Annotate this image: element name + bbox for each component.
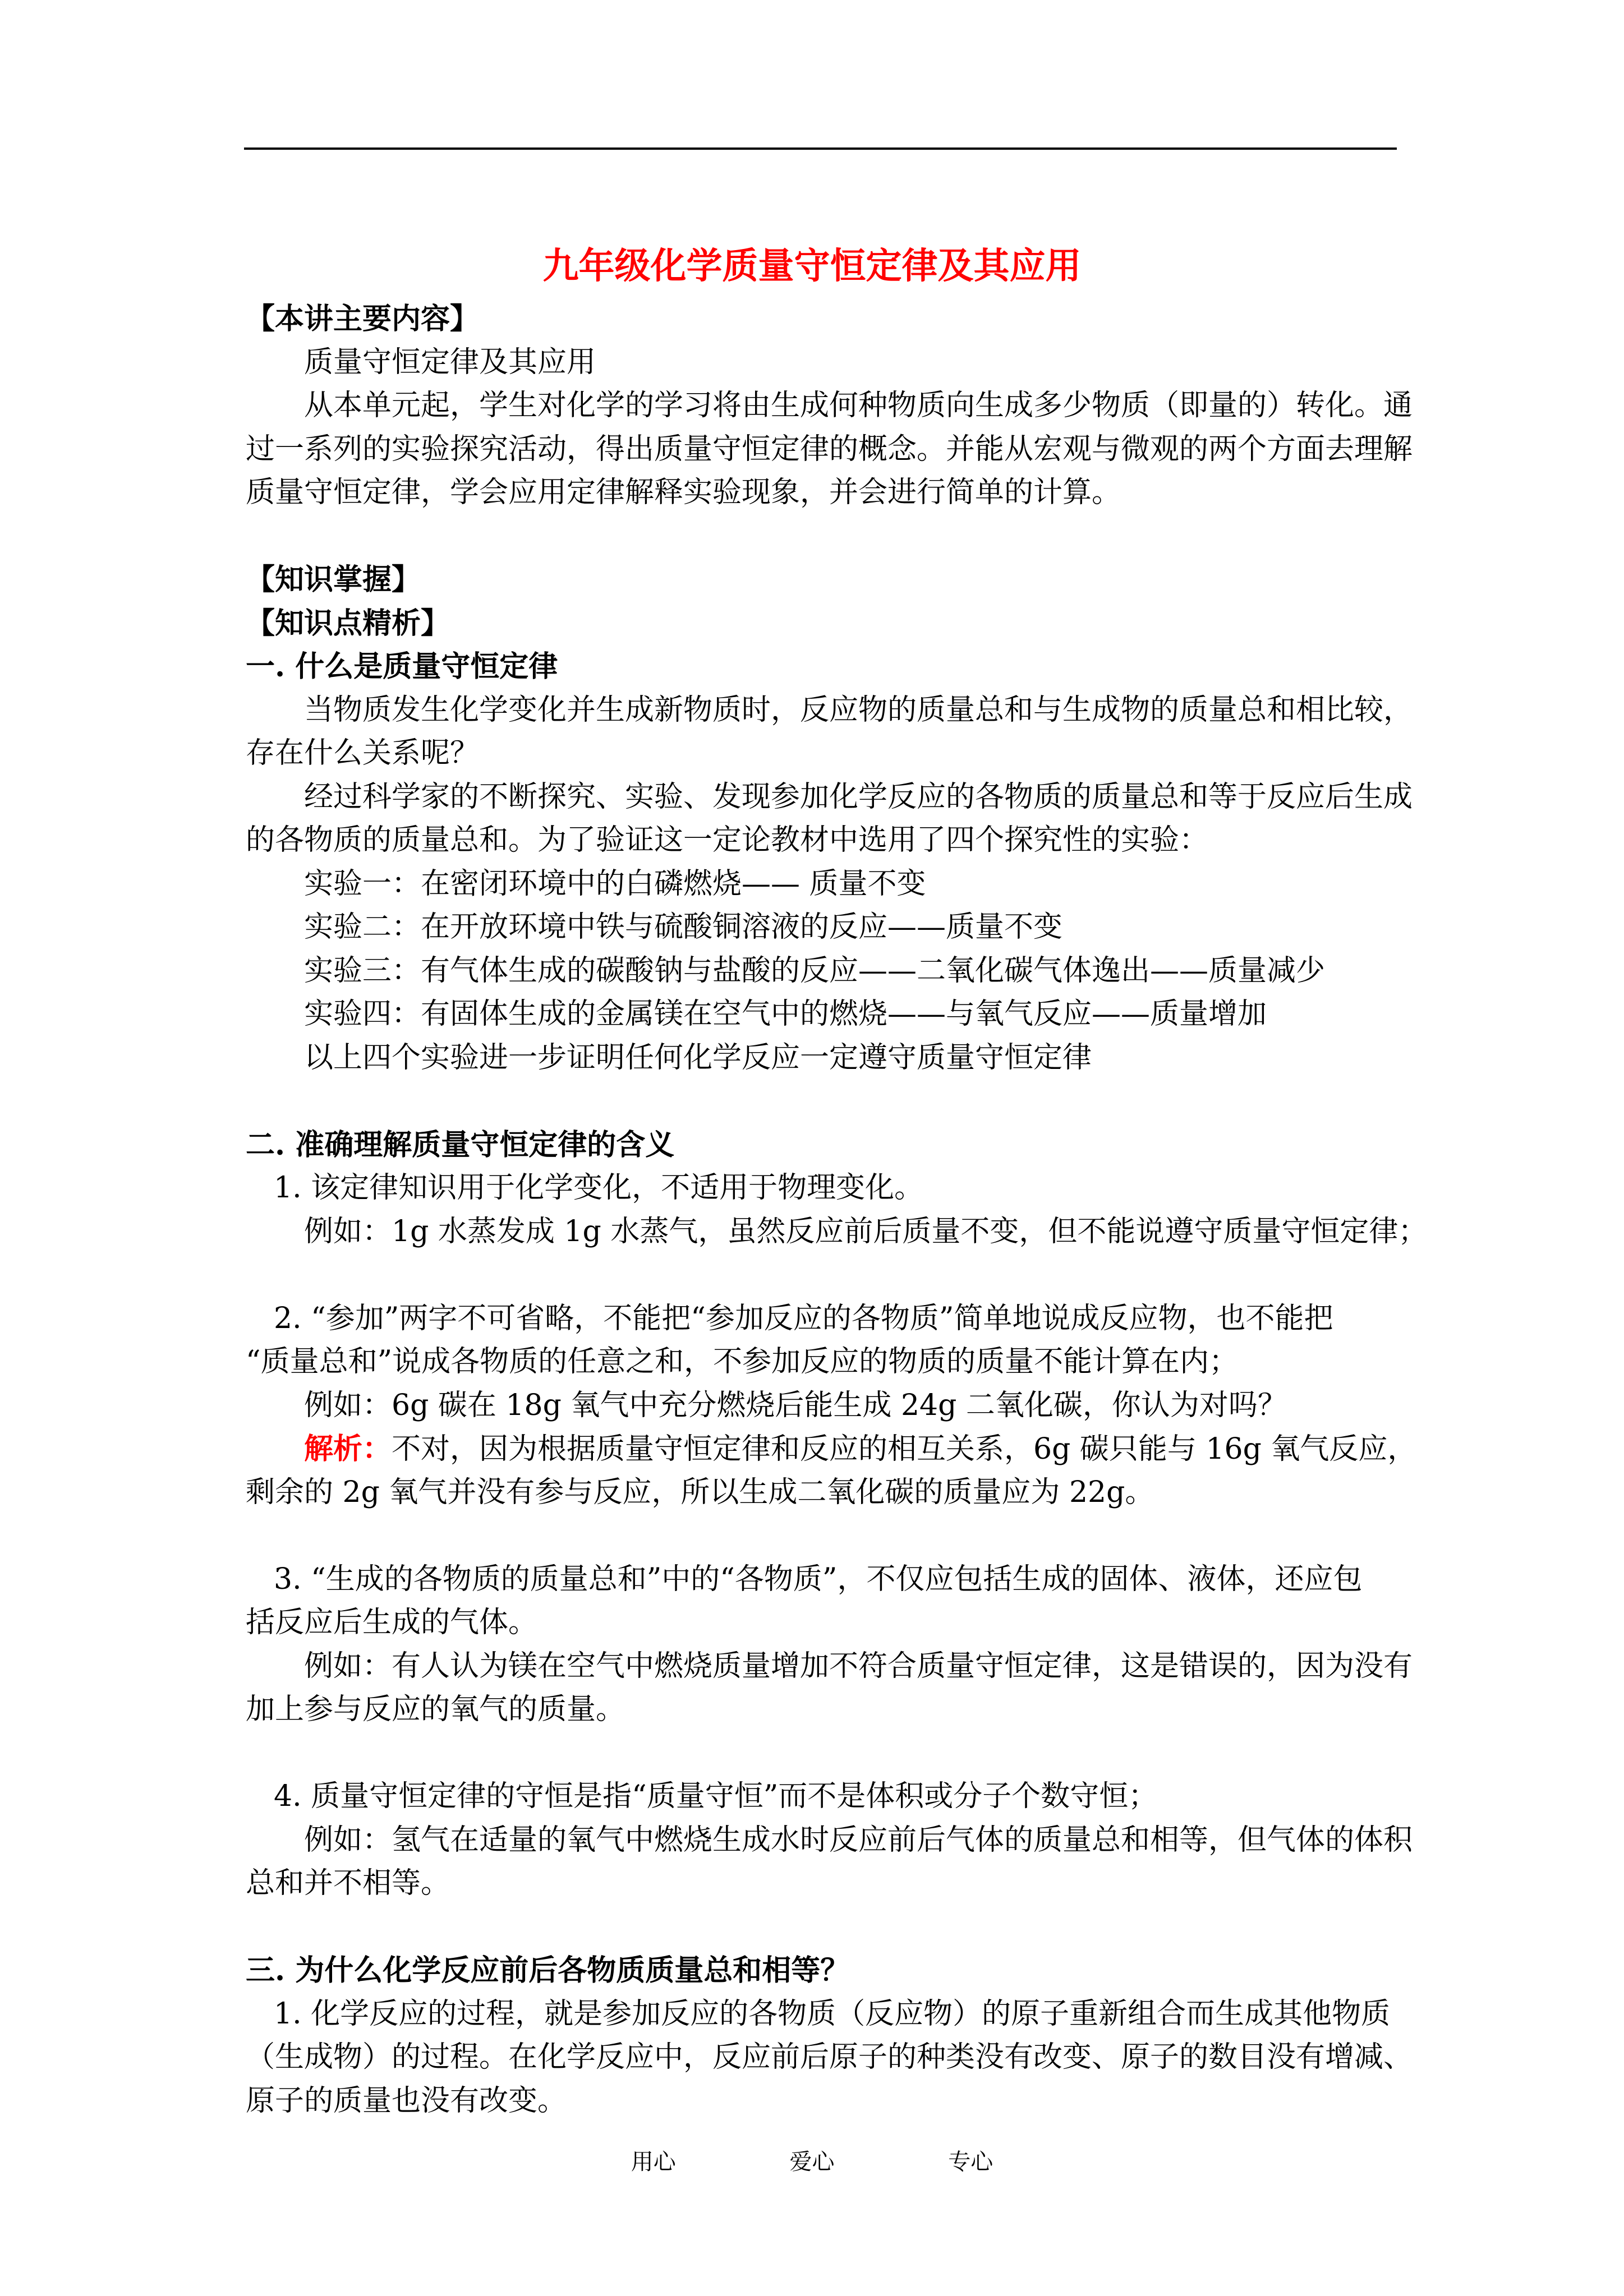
footer-text: 专心: [948, 2149, 993, 2175]
example-line: 例如：有人认为镁在空气中燃烧质量增加不符合质量守恒定律，这是错误的，因为没有: [304, 1649, 1413, 1683]
analysis-line: [246, 1427, 1417, 1471]
list-item: 3. “生成的各物质的质量总和”中的“各物质”，不仅应包括生成的固体、液体，还应包: [274, 1562, 1363, 1596]
experiment-line: 实验一：在密闭环境中的白磷燃烧—— 质量不变: [304, 866, 926, 901]
footer-text: 用心: [631, 2149, 676, 2175]
document-body: [246, 297, 1428, 2123]
example-line: 例如：1g 水蒸发成 1g 水蒸气，虽然反应前后质量不变，但不能说遵守质量守恒定律；: [304, 1214, 1428, 1248]
intro-line: 过一系列的实验探究活动，得出质量守恒定律的概念。并能从宏观与微观的两个方面去理解: [246, 432, 1413, 466]
experiment-line: 实验三：有气体生成的碳酸钠与盐酸的反应——二氧化碳气体逸出——质量减少: [304, 953, 1326, 988]
part3-heading: 三. 为什么化学反应前后各物质质量总和相等？: [246, 1953, 850, 1988]
page-footer: [0, 2145, 1624, 2179]
list-item: 1. 该定律知识用于化学变化，不适用于物理变化。: [274, 1171, 924, 1205]
list-item-continued: （生成物）的过程。在化学反应中，反应前后原子的种类没有改变、原子的数目没有增减、: [246, 2040, 1413, 2074]
intro-line: 从本单元起，学生对化学的学习将由生成何种物质向生成多少物质（即量的）转化。通: [304, 389, 1413, 422]
paragraph-line: 存在什么关系呢？: [246, 736, 480, 770]
example-line: 例如：6g 碳在 18g 氧气中充分燃烧后能生成 24g 二氧化碳，你认为对吗？: [304, 1388, 1287, 1422]
footer-text: 爱心: [789, 2149, 835, 2175]
example-line: 例如：氢气在适量的氧气中燃烧生成水时反应前后气体的质量总和相等，但气体的体积: [304, 1823, 1413, 1857]
list-item-continued: “质量总和”说成各物质的任意之和，不参加反应的物质的质量不能计算在内；: [246, 1345, 1239, 1378]
paragraph-line: 的各物质的质量总和。为了验证这一定论教材中选用了四个探究性的实验：: [246, 823, 1209, 857]
list-item: 2. “参加”两字不可省略，不能把“参加反应的各物质”简单地说成反应物，也不能把: [274, 1301, 1333, 1335]
example-line: 总和并不相等。: [246, 1866, 450, 1900]
analysis-text: 不对，因为根据质量守恒定律和反应的相互关系，6g 碳只能与 16g 氧气反应，: [392, 1432, 1417, 1466]
list-item-continued: 原子的质量也没有改变。: [246, 2083, 567, 2118]
intro-line: 质量守恒定律，学会应用定律解释实验现象，并会进行简单的计算。: [246, 476, 1121, 509]
header-rule: [244, 147, 1397, 150]
list-item: 4. 质量守恒定律的守恒是指“质量守恒”而不是体积或分子个数守恒；: [274, 1779, 1158, 1813]
part1-heading: 一. 什么是质量守恒定律: [246, 649, 558, 684]
list-item-continued: 括反应后生成的气体。: [246, 1606, 538, 1639]
analysis-line: 剩余的 2g 氧气并没有参与反应，所以生成二氧化碳的质量应为 22g。: [246, 1475, 1154, 1509]
paragraph-line: 经过科学家的不断探究、实验、发现参加化学反应的各物质的质量总和等于反应后生成: [304, 780, 1413, 814]
section-subheading-analysis: 【知识点精析】: [246, 606, 450, 640]
example-line: 加上参与反应的氧气的质量。: [246, 1693, 625, 1726]
experiment-line: 实验二：在开放环境中铁与硫酸铜溶液的反应——质量不变: [304, 910, 1063, 944]
experiment-conclusion: 以上四个实验进一步证明任何化学反应一定遵守质量守恒定律: [304, 1040, 1092, 1075]
document-title: 九年级化学质量守恒定律及其应用: [542, 245, 1082, 287]
part2-heading: 二. 准确理解质量守恒定律的含义: [246, 1127, 675, 1162]
list-item: 1. 化学反应的过程，就是参加反应的各物质（反应物）的原子重新组合而生成其他物质: [274, 1997, 1391, 2031]
analysis-label: 解析：: [304, 1432, 392, 1466]
paragraph-line: 当物质发生化学变化并生成新物质时，反应物的质量总和与生成物的质量总和相比较，: [304, 693, 1413, 727]
section-heading-knowledge: 【知识掌握】: [246, 563, 421, 597]
experiment-line: 实验四：有固体生成的金属镁在空气中的燃烧——与氧气反应——质量增加: [304, 997, 1267, 1031]
section-heading-main: 【本讲主要内容】: [246, 302, 480, 336]
topic-line: 质量守恒定律及其应用: [304, 345, 596, 379]
